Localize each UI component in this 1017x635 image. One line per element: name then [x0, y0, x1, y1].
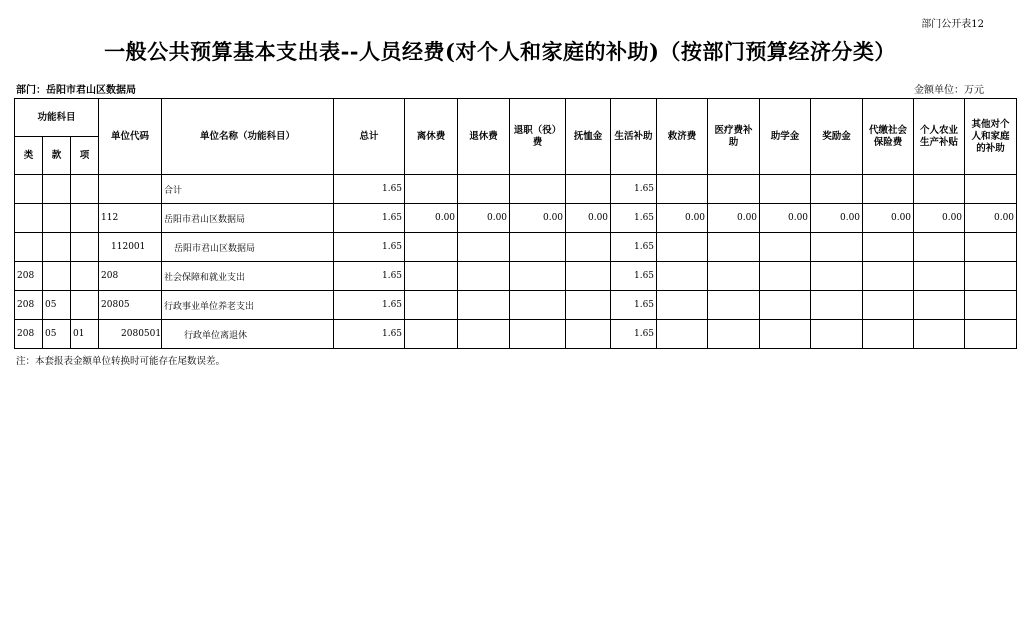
col-header-retirement-tuixiu: 退休费: [458, 99, 510, 175]
cell-amount: [760, 175, 811, 204]
col-header-reward: 奖励金: [811, 99, 863, 175]
cell-amount: [965, 320, 1017, 349]
cell-amount: [811, 320, 863, 349]
cell-unit-code: [99, 175, 162, 204]
department-label: 部门：岳阳市君山区数据局: [16, 85, 136, 96]
cell-amount: 1.65: [334, 204, 405, 233]
cell-kuan: [43, 175, 71, 204]
cell-amount: [914, 291, 965, 320]
cell-lei: 208: [15, 262, 43, 291]
cell-amount: 1.65: [611, 291, 657, 320]
cell-amount: [708, 233, 760, 262]
table-row: [15, 320, 1017, 349]
cell-amount: 0.00: [657, 204, 708, 233]
cell-amount: 1.65: [611, 233, 657, 262]
cell-amount: [811, 233, 863, 262]
col-header-xiang: 项: [71, 137, 99, 175]
cell-amount: [566, 175, 611, 204]
cell-kuan: [43, 233, 71, 262]
cell-amount: [760, 291, 811, 320]
cell-amount: 0.00: [965, 204, 1017, 233]
cell-amount: [914, 320, 965, 349]
cell-amount: 1.65: [611, 262, 657, 291]
cell-amount: 0.00: [458, 204, 510, 233]
table-row: [15, 291, 1017, 320]
cell-amount: [760, 233, 811, 262]
cell-amount: [760, 320, 811, 349]
cell-xiang: 01: [71, 320, 99, 349]
cell-amount: [657, 262, 708, 291]
table-row: [15, 204, 1017, 233]
col-header-total: 总计: [334, 99, 405, 175]
cell-amount: 1.65: [334, 291, 405, 320]
cell-amount: [657, 233, 708, 262]
cell-unit-name: 行政单位离退休: [162, 320, 334, 349]
cell-amount: [965, 175, 1017, 204]
table-row: [15, 233, 1017, 262]
cell-amount: [405, 291, 458, 320]
cell-amount: [566, 291, 611, 320]
cell-amount: [458, 233, 510, 262]
table-number-label: 部门公开表12: [921, 19, 984, 30]
cell-xiang: [71, 262, 99, 291]
cell-kuan: [43, 204, 71, 233]
cell-lei: [15, 175, 43, 204]
cell-amount: [458, 262, 510, 291]
page-title: 一般公共预算基本支出表--人员经费(对个人和家庭的补助)（按部门预算经济分类）: [104, 39, 896, 64]
cell-amount: 0.00: [708, 204, 760, 233]
footnote: 注：本套报表金额单位转换时可能存在尾数误差。: [16, 356, 226, 367]
cell-amount: 1.65: [334, 175, 405, 204]
cell-unit-name: 岳阳市君山区数据局: [162, 204, 334, 233]
cell-unit-code: 2080501: [99, 320, 162, 349]
cell-amount: [811, 262, 863, 291]
cell-amount: [510, 175, 566, 204]
cell-amount: [458, 291, 510, 320]
col-header-relief: 救济费: [657, 99, 708, 175]
cell-amount: [458, 320, 510, 349]
cell-amount: 1.65: [334, 320, 405, 349]
cell-xiang: [71, 204, 99, 233]
cell-amount: [863, 291, 914, 320]
cell-amount: [708, 291, 760, 320]
unit-label: 金额单位：万元: [914, 85, 984, 96]
cell-kuan: [43, 262, 71, 291]
cell-amount: [965, 262, 1017, 291]
cell-lei: [15, 233, 43, 262]
col-header-medical-subsidy: 医疗费补助: [708, 99, 760, 175]
cell-unit-name: 行政事业单位养老支出: [162, 291, 334, 320]
cell-amount: 1.65: [334, 233, 405, 262]
cell-amount: 0.00: [811, 204, 863, 233]
table-row: [15, 175, 1017, 204]
cell-amount: [657, 175, 708, 204]
col-header-social-insurance: 代缴社会保险费: [863, 99, 914, 175]
cell-amount: [510, 233, 566, 262]
cell-amount: [458, 175, 510, 204]
col-header-retirement-lixiu: 离休费: [405, 99, 458, 175]
col-header-lei: 类: [15, 137, 43, 175]
cell-unit-name: 社会保障和就业支出: [162, 262, 334, 291]
cell-unit-code: 20805: [99, 291, 162, 320]
col-header-scholarship: 助学金: [760, 99, 811, 175]
cell-amount: [708, 320, 760, 349]
cell-amount: [914, 233, 965, 262]
cell-amount: [510, 320, 566, 349]
col-header-farm-subsidy: 个人农业生产补贴: [914, 99, 965, 175]
cell-amount: [965, 291, 1017, 320]
cell-unit-name: 岳阳市君山区数据局: [162, 233, 334, 262]
cell-amount: 0.00: [863, 204, 914, 233]
cell-amount: [657, 320, 708, 349]
cell-xiang: [71, 175, 99, 204]
col-header-unit-name: 单位名称（功能科目）: [162, 99, 334, 175]
cell-lei: 208: [15, 291, 43, 320]
col-header-kuan: 款: [43, 137, 71, 175]
cell-amount: [405, 320, 458, 349]
cell-amount: 0.00: [405, 204, 458, 233]
table-row: [15, 262, 1017, 291]
cell-lei: [15, 204, 43, 233]
col-header-unit-code: 单位代码: [99, 99, 162, 175]
cell-amount: 1.65: [611, 204, 657, 233]
cell-amount: 0.00: [510, 204, 566, 233]
cell-amount: [510, 291, 566, 320]
group-header-function-subject: 功能科目: [15, 99, 99, 137]
cell-amount: 1.65: [611, 175, 657, 204]
cell-amount: 0.00: [760, 204, 811, 233]
cell-amount: [863, 262, 914, 291]
cell-amount: [863, 175, 914, 204]
cell-amount: [708, 262, 760, 291]
col-header-resignation: 退职（役）费: [510, 99, 566, 175]
cell-amount: 0.00: [566, 204, 611, 233]
cell-amount: [405, 175, 458, 204]
cell-amount: [863, 233, 914, 262]
cell-amount: [405, 262, 458, 291]
cell-amount: 0.00: [914, 204, 965, 233]
cell-amount: [657, 291, 708, 320]
cell-xiang: [71, 233, 99, 262]
cell-amount: [914, 262, 965, 291]
cell-amount: [708, 175, 760, 204]
cell-lei: 208: [15, 320, 43, 349]
col-header-pension: 抚恤金: [566, 99, 611, 175]
cell-unit-code: 112: [99, 204, 162, 233]
cell-amount: [965, 233, 1017, 262]
cell-amount: 1.65: [334, 262, 405, 291]
cell-amount: [914, 175, 965, 204]
col-header-other-subsidy: 其他对个人和家庭的补助: [965, 99, 1017, 175]
col-header-living-subsidy: 生活补助: [611, 99, 657, 175]
expenditure-table: [14, 98, 1017, 349]
cell-unit-code: 208: [99, 262, 162, 291]
cell-amount: 1.65: [611, 320, 657, 349]
cell-amount: [510, 262, 566, 291]
cell-xiang: [71, 291, 99, 320]
cell-amount: [863, 320, 914, 349]
cell-amount: [566, 233, 611, 262]
cell-amount: [760, 262, 811, 291]
cell-amount: [566, 262, 611, 291]
cell-kuan: 05: [43, 320, 71, 349]
cell-unit-name: 合计: [162, 175, 334, 204]
cell-amount: [566, 320, 611, 349]
cell-amount: [405, 233, 458, 262]
cell-amount: [811, 175, 863, 204]
cell-kuan: 05: [43, 291, 71, 320]
cell-unit-code: 112001: [99, 233, 162, 262]
cell-amount: [811, 291, 863, 320]
